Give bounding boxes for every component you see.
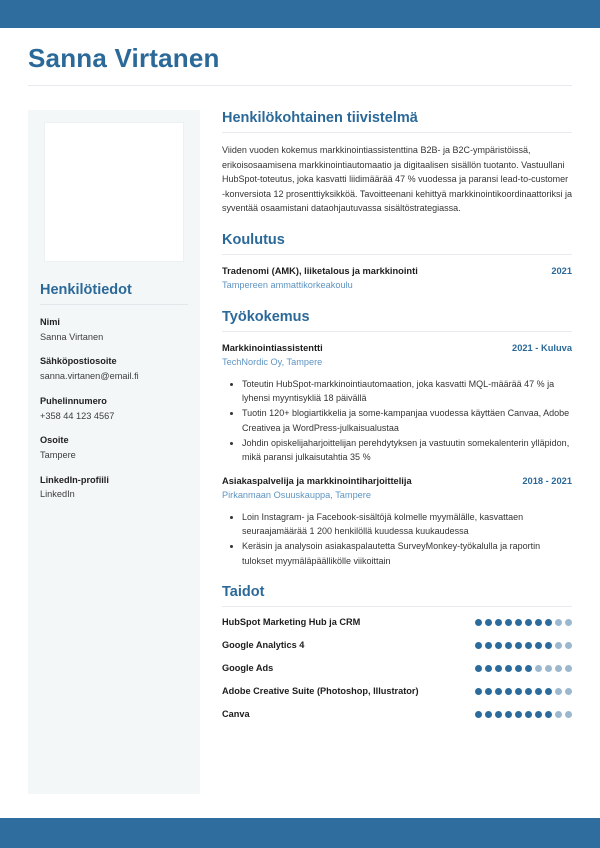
contact-label: Puhelinnumero [40,395,107,406]
entry-title: Asiakaspalvelija ja markkinointiharjoittelija [222,475,412,486]
contact-value: +358 44 123 4567 [40,410,115,421]
rating-dot-filled [515,619,522,626]
section-education [222,232,572,293]
rating-dot-filled [505,665,512,672]
entry-title: Tradenomi (AMK), liiketalous ja markkinointi [222,265,418,276]
sidebar-section-title-personal-details: Henkilötiedot [40,282,132,298]
rating-dot-filled [535,711,542,718]
rating-dot-empty [565,688,572,695]
contact-item [40,317,188,343]
contact-item [40,475,188,501]
rating-dot-empty [565,711,572,718]
contact-list [40,317,188,501]
contact-item [40,435,188,461]
section-divider [222,331,572,332]
skill-rating [475,642,572,649]
rating-dot-filled [475,619,482,626]
section-divider [222,254,572,255]
rating-dot-empty [555,665,562,672]
section-title-experience: Työkokemus [222,308,310,325]
rating-dot-filled [485,642,492,649]
list-item: • Keräsin ja analysoin asiakaspalautetta SurveyMonkey-työkalulla ja raportin tulokset myymäläpäällikölle viikoittain [242,539,572,568]
experience-entry-list [222,342,572,569]
contact-value: LinkedIn [40,489,75,500]
skill-row [222,663,572,673]
entry-header-row [222,475,572,488]
section-divider [222,606,572,607]
skill-row [222,617,572,627]
entry-header-row [222,342,572,355]
rating-dot-filled [545,711,552,718]
section-title-education: Koulutus [222,231,285,248]
entry-header-row [222,265,572,278]
contact-item [40,356,188,382]
bottom-accent-bar [0,818,600,848]
list-item: • Tuotin 120+ blogiartikkelia ja some-kampanjaa vuodessa käyttäen Canvaa, Adobe Creativea ja WordPress-julkaisualustaa [242,406,572,435]
entry-subtitle: Tampereen ammattikorkeakoulu [222,279,353,290]
rating-dot-empty [545,665,552,672]
header-divider [28,85,572,86]
rating-dot-filled [505,619,512,626]
rating-dot-filled [535,642,542,649]
entry [222,475,572,568]
rating-dot-filled [485,688,492,695]
contact-label: Osoite [40,435,69,446]
summary-text: Viiden vuoden kokemus markkinointiassistenttina B2B- ja B2C-ympäristöissä, erikoisosaamisena markkinointiautomaatio ja digitaalisen sisällön tuotanto. Vastuullani HubSpot-toteutus, joka kasvatti liidimäärää 47 % vuodessa ja paransi lead-to-customer -konversiota 12 prosenttiyksikköä. Tavoitteenani kehittyä markkinointikoordinaattoriksi ja syventää osaamistani dataohjautuvassa sisältöstrategiassa. [222,145,573,214]
section-title-summary: Henkilökohtainen tiivistelmä [222,110,418,126]
rating-dot-filled [515,688,522,695]
rating-dot-filled [495,665,502,672]
section-summary [222,110,572,216]
skill-rating [475,688,572,695]
rating-dot-filled [485,665,492,672]
skill-rating [475,711,572,718]
contact-label: LinkedIn-profiili [40,474,109,485]
entry-date: 2021 - Kuluva [512,342,572,353]
entry-date: 2018 - 2021 [522,475,572,486]
rating-dot-filled [535,688,542,695]
section-experience [222,309,572,569]
resume-header [28,44,572,86]
skill-row [222,686,572,696]
rating-dot-filled [525,665,532,672]
list-item: • Loin Instagram- ja Facebook-sisältöjä kolmelle myymälälle, kasvattaen seuraajamäärää 1 200 henkilöllä kuudessa kuukaudessa [242,510,572,539]
rating-dot-empty [565,619,572,626]
rating-dot-filled [495,642,502,649]
rating-dot-filled [475,711,482,718]
contact-item [40,396,188,422]
skill-name: Google Analytics 4 [222,640,305,651]
section-skills [222,584,572,719]
rating-dot-filled [525,688,532,695]
skill-row [222,709,572,719]
skill-list [222,617,572,719]
resume-body [28,110,572,794]
rating-dot-empty [565,642,572,649]
rating-dot-filled [545,642,552,649]
rating-dot-filled [525,619,532,626]
rating-dot-filled [515,711,522,718]
rating-dot-filled [505,688,512,695]
rating-dot-filled [495,688,502,695]
list-item: • Johdin opiskelijaharjoittelijan perehdytyksen ja vastuutin somekalenterin ylläpidon, mikä paransi julkaisutahtia 35 % [242,436,572,465]
skill-name: Google Ads [222,663,274,674]
rating-dot-empty [555,619,562,626]
entry-subtitle: Pirkanmaan Osuuskauppa, Tampere [222,489,371,500]
rating-dot-filled [515,642,522,649]
avatar [44,122,184,262]
rating-dot-filled [475,688,482,695]
section-title-skills: Taidot [222,584,265,601]
rating-dot-filled [495,711,502,718]
contact-value: Tampere [40,450,76,461]
skill-row [222,640,572,650]
entry-bullet-list [222,510,572,569]
sidebar [28,110,200,794]
rating-dot-filled [475,665,482,672]
list-item: • Toteutin HubSpot-markkinointiautomaation, joka kasvatti MQL-määrää 47 % ja lyhensi myyntisykliä 18 päivällä [242,377,572,406]
rating-dot-filled [515,665,522,672]
rating-dot-filled [505,642,512,649]
rating-dot-filled [495,619,502,626]
entry-bullet-list [222,377,572,465]
skill-name: Adobe Creative Suite (Photoshop, Illustrator) [222,686,419,697]
entry-subtitle: TechNordic Oy, Tampere [222,356,323,367]
skill-name: HubSpot Marketing Hub ja CRM [222,617,361,628]
rating-dot-filled [475,642,482,649]
contact-label: Nimi [40,317,60,327]
contact-label: Sähköpostiosoite [40,356,117,367]
rating-dot-filled [485,619,492,626]
skill-name: Canva [222,709,250,720]
rating-dot-filled [535,619,542,626]
page-title: Sanna Virtanen [28,43,220,73]
entry-title: Markkinointiassistentti [222,342,323,353]
skill-rating [475,665,572,672]
contact-value: Sanna Virtanen [40,331,104,342]
education-entry-list [222,265,572,293]
rating-dot-empty [535,665,542,672]
rating-dot-empty [565,665,572,672]
rating-dot-empty [555,688,562,695]
rating-dot-filled [525,711,532,718]
rating-dot-filled [505,711,512,718]
rating-dot-empty [555,711,562,718]
main-column [200,110,572,735]
rating-dot-filled [545,688,552,695]
rating-dot-empty [555,642,562,649]
rating-dot-filled [485,711,492,718]
section-divider [222,132,572,133]
entry [222,342,572,465]
top-accent-bar [0,0,600,28]
rating-dot-filled [545,619,552,626]
sidebar-divider [40,304,188,305]
entry-date: 2021 [551,265,572,276]
contact-value: sanna.virtanen@email.fi [40,371,139,382]
skill-rating [475,619,572,626]
rating-dot-filled [525,642,532,649]
entry [222,265,572,293]
